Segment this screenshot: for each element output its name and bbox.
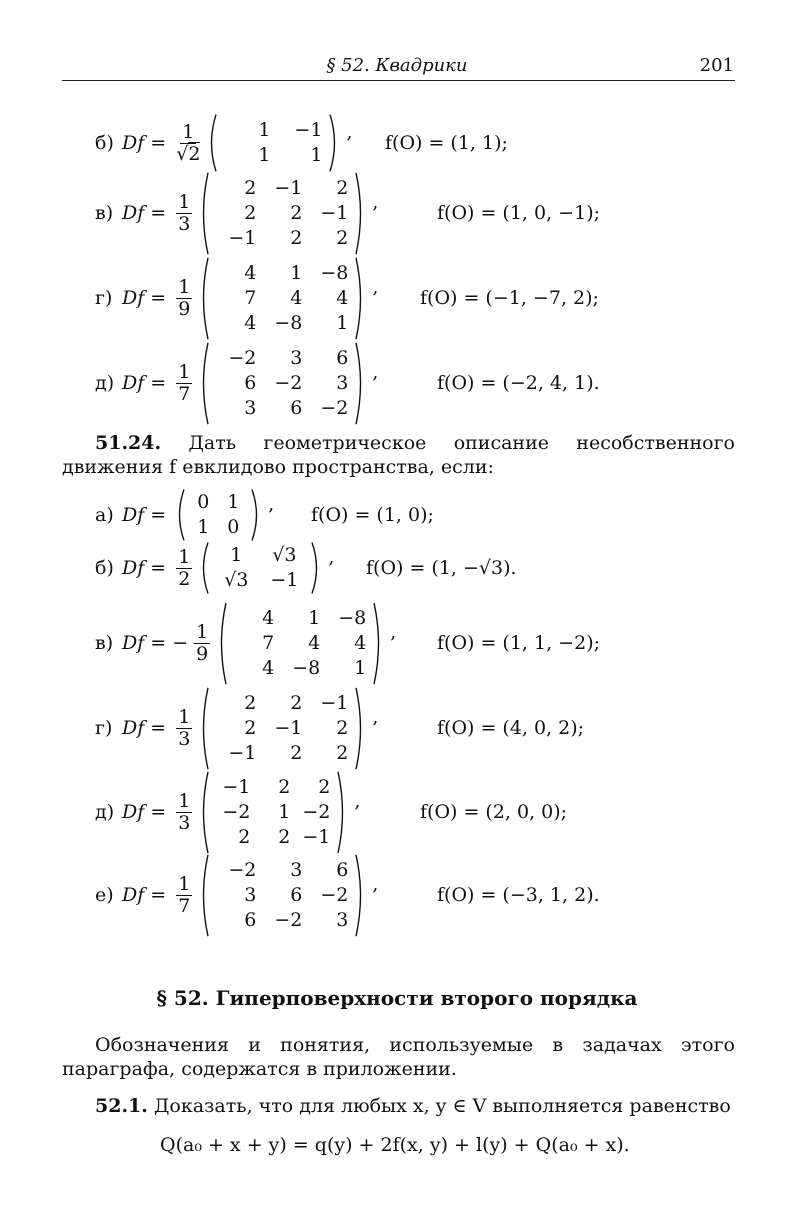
matrix	[198, 257, 366, 340]
matrix-cell: 3	[290, 346, 303, 369]
problem-52-1	[62, 1094, 735, 1118]
coefficient-fraction	[176, 277, 192, 320]
denominator: 9	[196, 642, 209, 665]
item-label: а)	[95, 504, 114, 526]
left-paren-icon	[198, 172, 210, 255]
matrix-cell: 0	[197, 491, 210, 513]
f-of-origin: f(O) = (1, 1);	[385, 132, 508, 154]
matrix-cell: −2	[228, 858, 257, 881]
matrix-cell: −2	[320, 883, 349, 906]
matrix-cell: 2	[318, 775, 331, 798]
matrix	[216, 602, 384, 685]
problem-text: Дать геометрическое описание несобственного движения f евклидово пространства, если:	[62, 432, 735, 478]
matrix-cell: 4	[336, 286, 349, 309]
matrix-cell: −2	[228, 346, 257, 369]
coefficient-fraction	[176, 192, 192, 235]
matrix-cell: 4	[290, 286, 303, 309]
matrix-cell: 1	[310, 144, 323, 166]
matrix-cell: 6	[244, 908, 257, 931]
right-paren-icon	[328, 114, 340, 172]
matrix	[198, 771, 348, 854]
matrix-cell: 3	[244, 883, 257, 906]
numerator: 1	[178, 705, 191, 728]
matrix-cell: 6	[290, 396, 303, 419]
right-paren-icon	[354, 687, 366, 770]
matrix-grid	[210, 854, 354, 937]
matrix-cell: −8	[338, 606, 367, 629]
comma: ,	[268, 493, 275, 515]
f-of-origin: f(O) = (−2, 4, 1).	[437, 372, 600, 394]
matrix-grid	[228, 602, 372, 685]
denominator: 3	[178, 811, 191, 834]
matrix-cell: 7	[244, 286, 257, 309]
matrix-cell: 3	[336, 371, 349, 394]
coefficient-sign: −	[172, 632, 189, 654]
item-label: б)	[95, 557, 114, 579]
matrix-cell: 1	[290, 261, 303, 284]
page-number: 201	[699, 55, 734, 76]
f-of-origin: f(O) = (1, −√3).	[366, 557, 517, 579]
matrix-cell: 4	[308, 631, 321, 654]
right-paren-icon	[354, 854, 366, 937]
df-lhs: Df =	[122, 287, 167, 309]
left-paren-icon	[174, 489, 186, 541]
right-paren-icon	[354, 257, 366, 340]
matrix-grid	[210, 172, 354, 255]
matrix-cell: 6	[290, 883, 303, 906]
problem-number: 51.24.	[95, 432, 162, 454]
matrix	[198, 172, 366, 255]
denominator	[176, 144, 200, 165]
coefficient-fraction	[176, 547, 192, 590]
matrix-cell: 1	[197, 516, 210, 538]
left-paren-icon	[198, 854, 210, 937]
matrix-grid	[210, 342, 354, 425]
comma: ,	[372, 191, 379, 213]
matrix-cell: 2	[336, 226, 349, 249]
matrix-cell: 2	[290, 741, 303, 764]
matrix-cell: −2	[320, 396, 349, 419]
matrix-cell: −1	[302, 825, 331, 848]
section-intro: Обозначения и понятия, используемые в задачах этого параграфа, содержатся в приложении.	[62, 1034, 735, 1080]
matrix-cell: √3	[224, 569, 249, 591]
radicand: 2	[188, 142, 201, 165]
matrix-cell: 2	[238, 825, 251, 848]
matrix-cell: −1	[294, 119, 323, 141]
df-lhs: Df =	[122, 132, 167, 154]
df-lhs: Df =	[122, 504, 167, 526]
f-of-origin: f(O) = (1, 1, −2);	[437, 632, 601, 654]
matrix	[198, 342, 366, 425]
problem-number: 52.1.	[95, 1095, 148, 1117]
coefficient-fraction	[176, 791, 192, 834]
comma: ,	[372, 276, 379, 298]
matrix-cell: 2	[290, 691, 303, 714]
item-label: г)	[95, 717, 113, 739]
comma: ,	[354, 790, 361, 812]
matrix-cell: 2	[244, 716, 257, 739]
matrix-cell: 2	[290, 201, 303, 224]
matrix-cell: 2	[336, 741, 349, 764]
matrix-cell: 2	[278, 825, 291, 848]
left-paren-icon	[198, 771, 210, 854]
item-label: д)	[95, 372, 115, 394]
matrix-cell: −1	[274, 176, 303, 199]
left-paren-icon	[216, 602, 228, 685]
right-paren-icon	[354, 342, 366, 425]
right-paren-icon	[336, 771, 348, 854]
coefficient-fraction	[176, 122, 200, 165]
left-paren-icon	[198, 342, 210, 425]
matrix-cell: 2	[244, 201, 257, 224]
section-title: § 52. Гиперповерхности второго порядка	[156, 986, 638, 1010]
comma: ,	[372, 706, 379, 728]
matrix-cell: 6	[244, 371, 257, 394]
matrix-cell: 1	[336, 311, 349, 334]
matrix-cell: −1	[228, 226, 257, 249]
matrix-cell: −1	[222, 775, 251, 798]
matrix-cell: −1	[228, 741, 257, 764]
matrix-cell: 6	[336, 858, 349, 881]
matrix-cell: 2	[244, 691, 257, 714]
denominator: 2	[178, 567, 191, 590]
matrix-cell: 1	[230, 544, 243, 566]
matrix-cell: −2	[274, 371, 303, 394]
numerator: 1	[178, 360, 191, 383]
left-paren-icon	[198, 257, 210, 340]
item-label: б)	[95, 132, 114, 154]
matrix	[198, 542, 322, 594]
matrix-cell: −1	[270, 569, 299, 591]
header-rule	[62, 80, 735, 81]
matrix-cell: −2	[274, 908, 303, 931]
matrix-cell: 2	[290, 226, 303, 249]
matrix-cell: 4	[354, 631, 367, 654]
matrix-cell: −2	[222, 800, 251, 823]
item-label: е)	[95, 884, 114, 906]
coefficient-fraction	[176, 874, 192, 917]
matrix-cell: 7	[262, 631, 275, 654]
matrix-cell: 4	[262, 656, 275, 679]
numerator: 1	[182, 120, 195, 143]
sqrt-icon: √	[176, 142, 189, 165]
matrix-cell: −1	[320, 201, 349, 224]
matrix-cell: 0	[227, 516, 240, 538]
matrix-cell: −1	[320, 691, 349, 714]
matrix-cell: 3	[290, 858, 303, 881]
matrix-grid	[210, 542, 310, 594]
item-label: в)	[95, 202, 114, 224]
f-of-origin: f(O) = (−3, 1, 2).	[437, 884, 600, 906]
matrix-cell: −2	[302, 800, 331, 823]
matrix-cell: 1	[227, 491, 240, 513]
matrix-grid	[210, 257, 354, 340]
denominator: 3	[178, 212, 191, 235]
matrix-cell: 2	[336, 716, 349, 739]
matrix-cell: −8	[320, 261, 349, 284]
df-lhs: Df =	[122, 372, 167, 394]
numerator: 1	[196, 620, 209, 643]
matrix-grid	[210, 687, 354, 770]
df-lhs: Df =	[122, 557, 167, 579]
comma: ,	[346, 121, 353, 143]
matrix-cell: 3	[336, 908, 349, 931]
matrix-cell: 4	[262, 606, 275, 629]
right-paren-icon	[372, 602, 384, 685]
matrix	[198, 854, 366, 937]
item-label: д)	[95, 801, 115, 823]
df-lhs: Df =	[122, 632, 167, 654]
running-header-title: § 52. Квадрики	[326, 55, 468, 76]
matrix	[174, 489, 262, 541]
matrix-cell: 1	[258, 119, 271, 141]
matrix-cell: 1	[258, 144, 271, 166]
matrix-cell: 2	[336, 176, 349, 199]
comma: ,	[372, 873, 379, 895]
f-of-origin: f(O) = (4, 0, 2);	[437, 717, 585, 739]
numerator: 1	[178, 872, 191, 895]
matrix-cell: −8	[274, 311, 303, 334]
matrix	[206, 114, 340, 172]
matrix-cell: 1	[278, 800, 291, 823]
matrix-grid	[186, 489, 250, 541]
denominator: 7	[178, 382, 191, 405]
df-lhs: Df =	[122, 202, 167, 224]
coefficient-fraction	[176, 707, 192, 750]
left-paren-icon	[198, 687, 210, 770]
item-label: в)	[95, 632, 114, 654]
formula: Q(a₀ + x + y) = q(y) + 2f(x, y) + l(y) + Q(a₀ + x).	[160, 1134, 630, 1156]
comma: ,	[390, 621, 397, 643]
matrix-cell: 1	[308, 606, 321, 629]
matrix-cell: 6	[336, 346, 349, 369]
numerator: 1	[178, 190, 191, 213]
matrix-cell: −8	[292, 656, 321, 679]
right-paren-icon	[250, 489, 262, 541]
numerator: 1	[178, 789, 191, 812]
matrix-cell: 4	[244, 311, 257, 334]
matrix-cell: 1	[354, 656, 367, 679]
matrix-cell: −1	[274, 716, 303, 739]
right-paren-icon	[354, 172, 366, 255]
numerator: 1	[178, 545, 191, 568]
item-label: г)	[95, 287, 113, 309]
df-lhs: Df =	[122, 717, 167, 739]
f-of-origin: f(O) = (1, 0);	[311, 504, 434, 526]
denominator: 3	[178, 727, 191, 750]
coefficient-fraction	[194, 622, 210, 665]
matrix-cell: 3	[244, 396, 257, 419]
left-paren-icon	[206, 114, 218, 172]
right-paren-icon	[310, 542, 322, 594]
problem-51-24	[62, 431, 735, 479]
numerator: 1	[178, 275, 191, 298]
coefficient-fraction	[176, 362, 192, 405]
matrix-grid	[218, 114, 328, 172]
denominator: 9	[178, 297, 191, 320]
df-lhs: Df =	[122, 884, 167, 906]
left-paren-icon	[198, 542, 210, 594]
matrix-cell: √3	[272, 544, 297, 566]
f-of-origin: f(O) = (−1, −7, 2);	[420, 287, 599, 309]
f-of-origin: f(O) = (2, 0, 0);	[420, 801, 568, 823]
df-lhs: Df =	[122, 801, 167, 823]
comma: ,	[328, 546, 335, 568]
matrix-cell: 4	[244, 261, 257, 284]
denominator: 7	[178, 894, 191, 917]
matrix-cell: 2	[278, 775, 291, 798]
problem-text: Доказать, что для любых x, y ∈ V выполняется равенство	[153, 1095, 731, 1117]
f-of-origin: f(O) = (1, 0, −1);	[437, 202, 601, 224]
matrix-grid	[210, 771, 336, 854]
matrix-cell: 2	[244, 176, 257, 199]
comma: ,	[372, 361, 379, 383]
matrix	[198, 687, 366, 770]
